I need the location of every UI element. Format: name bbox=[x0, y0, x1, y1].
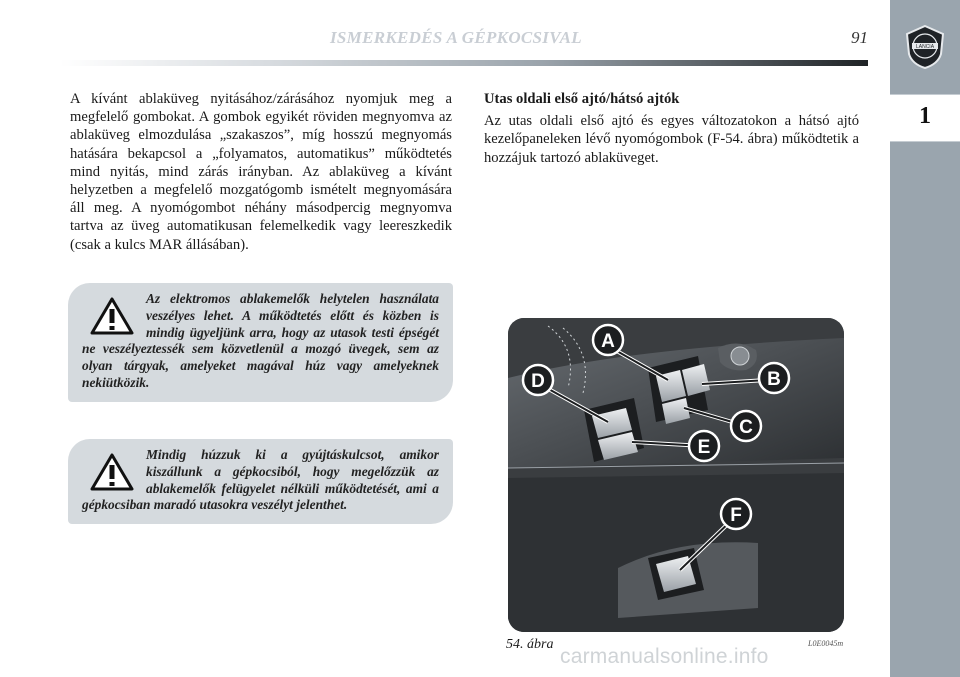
right-column bbox=[484, 90, 859, 167]
svg-text:LANCIA: LANCIA bbox=[915, 44, 935, 50]
warning-text: Mindig húzzuk ki a gyújtáskulcsot, amikor kiszállunk a gépkocsiból, hogy megelőzzük az ablakemelők felügyelet nélküli működtetését, ami a gépkocsiban maradó utasokra veszélyt jelenthet. bbox=[82, 447, 439, 513]
callout-label-a: A bbox=[601, 331, 615, 352]
warning-text: Az elektromos ablakemelők helytelen használata veszélyes lehet. A működtetés előtt és közben is mindig ügyeljünk arra, hogy az utasok testi épségét ne veszélyeztessék sem közvetlenül a mozgó üvegek, sem az olyan tárgyak, amelyeket magával húz vagy amelyeknek nekiütközik. bbox=[82, 291, 439, 390]
figure-window-switches bbox=[508, 318, 844, 632]
figure-illustration bbox=[508, 318, 844, 632]
section-heading: Utas oldali első ajtó/hátsó ajtók bbox=[484, 91, 680, 107]
warning-triangle-icon bbox=[90, 453, 134, 491]
warning-box bbox=[68, 283, 453, 402]
body-paragraph: Az utas oldali első ajtó és egyes változatokon a hátsó ajtó kezelőpaneleken lévő nyomógombok (F-54. ábra) működtetik a hozzájuk tartozó ablaküveget. bbox=[484, 113, 859, 166]
callout-label-e: E bbox=[697, 437, 711, 458]
body-paragraph: A kívánt ablaküveg nyitásához/zárásához nyomjuk meg a megfelelő gombokat. A gombok egyikét röviden megnyomva az ablaküveg elmozdulása „szakaszos”, míg hosszú megnyomás hatására bekapcsol a „folyamatos, automatikus” működtetés mind nyitás, mind zárás irányban. Az ablaküveg a kívánt helyzetben a megfelelő mozgatógomb ismételt megnyomására áll meg. A nyomógombot néhány másodpercig megnyomva tartva az üveg automatikusan felemelkedik vagy leereszkedik (csak a kulcs MAR állásában). bbox=[70, 91, 452, 253]
callout-label-f: F bbox=[730, 505, 742, 526]
figure-caption: 54. ábra bbox=[506, 637, 554, 652]
lancia-logo-icon bbox=[904, 24, 946, 70]
page-number: 91 bbox=[851, 28, 868, 47]
figure-code: L0E0045m bbox=[808, 639, 844, 648]
watermark[interactable]: carmanualsonline.info bbox=[560, 645, 769, 668]
callout-label-d: D bbox=[531, 371, 545, 392]
chapter-tab[interactable] bbox=[890, 94, 960, 142]
left-column bbox=[70, 90, 452, 254]
page-title: ISMERKEDÉS A GÉPKOCSIVAL bbox=[330, 28, 582, 47]
callout-label-b: B bbox=[767, 369, 781, 390]
header-rule bbox=[60, 60, 868, 66]
chapter-number: 1 bbox=[919, 103, 931, 129]
callout-label-c: C bbox=[739, 417, 753, 438]
warning-box bbox=[68, 439, 453, 524]
warning-triangle-icon bbox=[90, 297, 134, 335]
